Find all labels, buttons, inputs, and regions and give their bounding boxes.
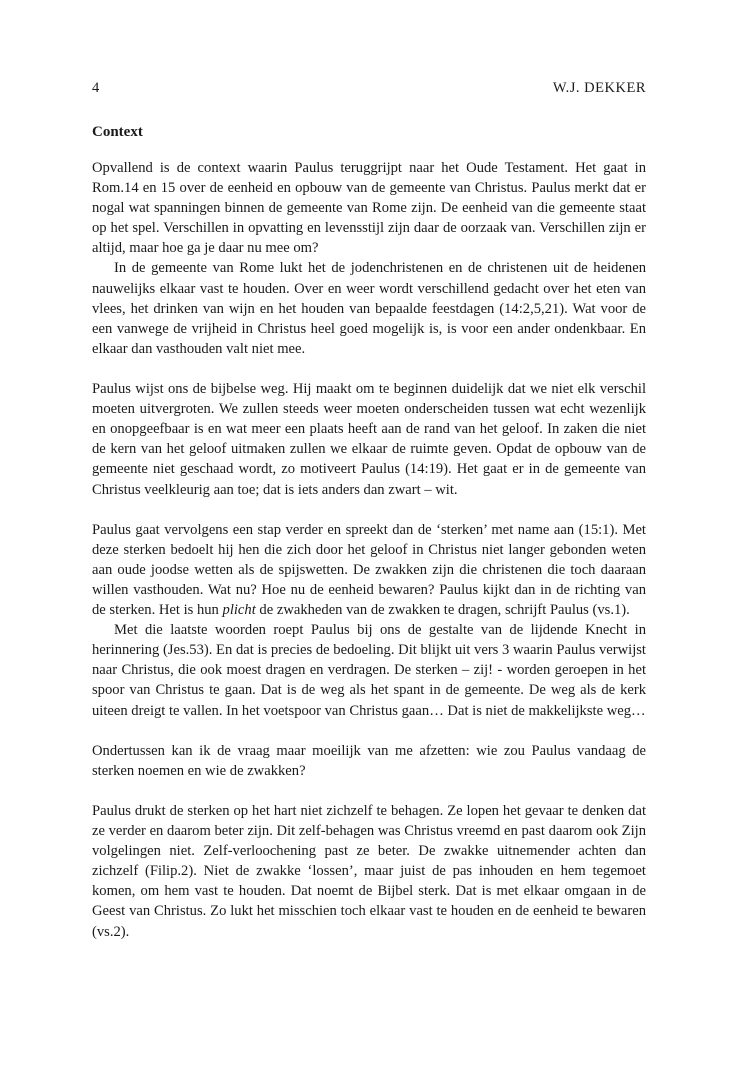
paragraph — [92, 520, 646, 620]
paragraph: In de gemeente van Rome lukt het de jodenchristenen en de christenen uit de heidenen nauwelijks elkaar vast te houden. Over en weer wordt verschillend gedacht over het eten van vlees, het drinken van wijn en het houden van bepaalde feestdagen (14:2,5,21). Wat voor de een vanwege de vrijheid in Christus heel goed mogelijk is, is voor een ander ondenkbaar. En elkaar dan vasthouden valt niet mee. — [92, 260, 646, 357]
paragraph: Paulus drukt de sterken op het hart niet zichzelf te behagen. Ze lopen het gevaar te denken dat ze verder en daarom beter zijn. Dit zelf-behagen was Christus vreemd en past daarom ook Zijn volgelingen niet. Zelf-verloochening past ze beter. De zwakke uitnemender achten dan zichzelf (Filip.2). Niet de zwakke ‘lossen’, maar juist de pas inhouden en hem tegemoet komen, om hem vast te houden. Dat noemt de Bijbel sterk. Dat is met elkaar omgaan in de Geest van Christus. Zo lukt het misschien toch elkaar vast te houden en de eenheid te bewaren (vs.2). — [92, 803, 646, 940]
body-text — [92, 158, 646, 942]
section-title: Context — [92, 124, 143, 140]
running-head — [92, 78, 646, 98]
paragraph: Met die laatste woorden roept Paulus bij ons de gestalte van de lijdende Knecht in herinnering (Jes.53). En dat is precies de bedoeling. Dit blijkt uit vers 3 waarin Paulus verwijst naar Christus, die ook moest dragen en verdragen. De sterken – zij! - worden geroepen in het spoor van Christus te gaan. Dat is de weg als het spant in de gemeente. De weg als de kerk uiteen dreigt te vallen. In het voetspoor van Christus gaan… Dat is niet de makkelijkste weg… — [92, 622, 646, 719]
page-number: 4 — [92, 80, 100, 96]
emphasis-text: plicht — [222, 602, 256, 619]
paragraph: Ondertussen kan ik de vraag maar moeilijk van me afzetten: wie zou Paulus vandaag de sterken noemen en wie de zwakken? — [92, 742, 646, 779]
author-name: W.J. DEKKER — [552, 80, 646, 96]
paragraph-text: Paulus gaat vervolgens een stap verder en spreekt dan de ‘sterken’ met name aan (15:1). Met deze sterken bedoelt hij hen die zich door het geloof in Christus niet langer gebonden weten aan oude joodse wetten als de spijswetten. De zwakken zijn die christenen die toch daaraan willen vasthouden. Wat nu? Hoe nu de eenheid bewaren? Paulus kijkt dan in de richting van de sterken. Het is hun — [92, 521, 646, 619]
paragraph-text: de zwakheden van de zwakken te dragen, schrijft Paulus (vs.1). — [255, 602, 630, 619]
paragraph: Paulus wijst ons de bijbelse weg. Hij maakt om te beginnen duidelijk dat we niet elk verschil moeten uitvergroten. We zullen steeds weer moeten onderscheiden tussen wat echt wezenlijk en onopgeefbaar is en wat meer een plaats heeft aan de rand van het geloof. In zaken die niet de kern van het geloof uitmaken zullen we elkaar de ruimte geven. Opdat de opbouw van de gemeente niet geschaad wordt, zo motiveert Paulus (14:19). Het gaat er in de gemeente van Christus veelkleurig aan toe; dat is iets anders dan zwart – wit. — [92, 381, 646, 498]
paragraph: Opvallend is de context waarin Paulus teruggrijpt naar het Oude Testament. Het gaat in Rom.14 en 15 over de eenheid en opbouw van de gemeente van Christus. Paulus merkt dat er nogal wat spanningen binnen de gemeente van Rome zijn. De eenheid van die gemeente staat op het spel. Verschillen in opvatting en levensstijl zijn daar de oorzaak van. Verschillen zijn er altijd, maar hoe ga je daar nu mee om? — [92, 160, 646, 257]
